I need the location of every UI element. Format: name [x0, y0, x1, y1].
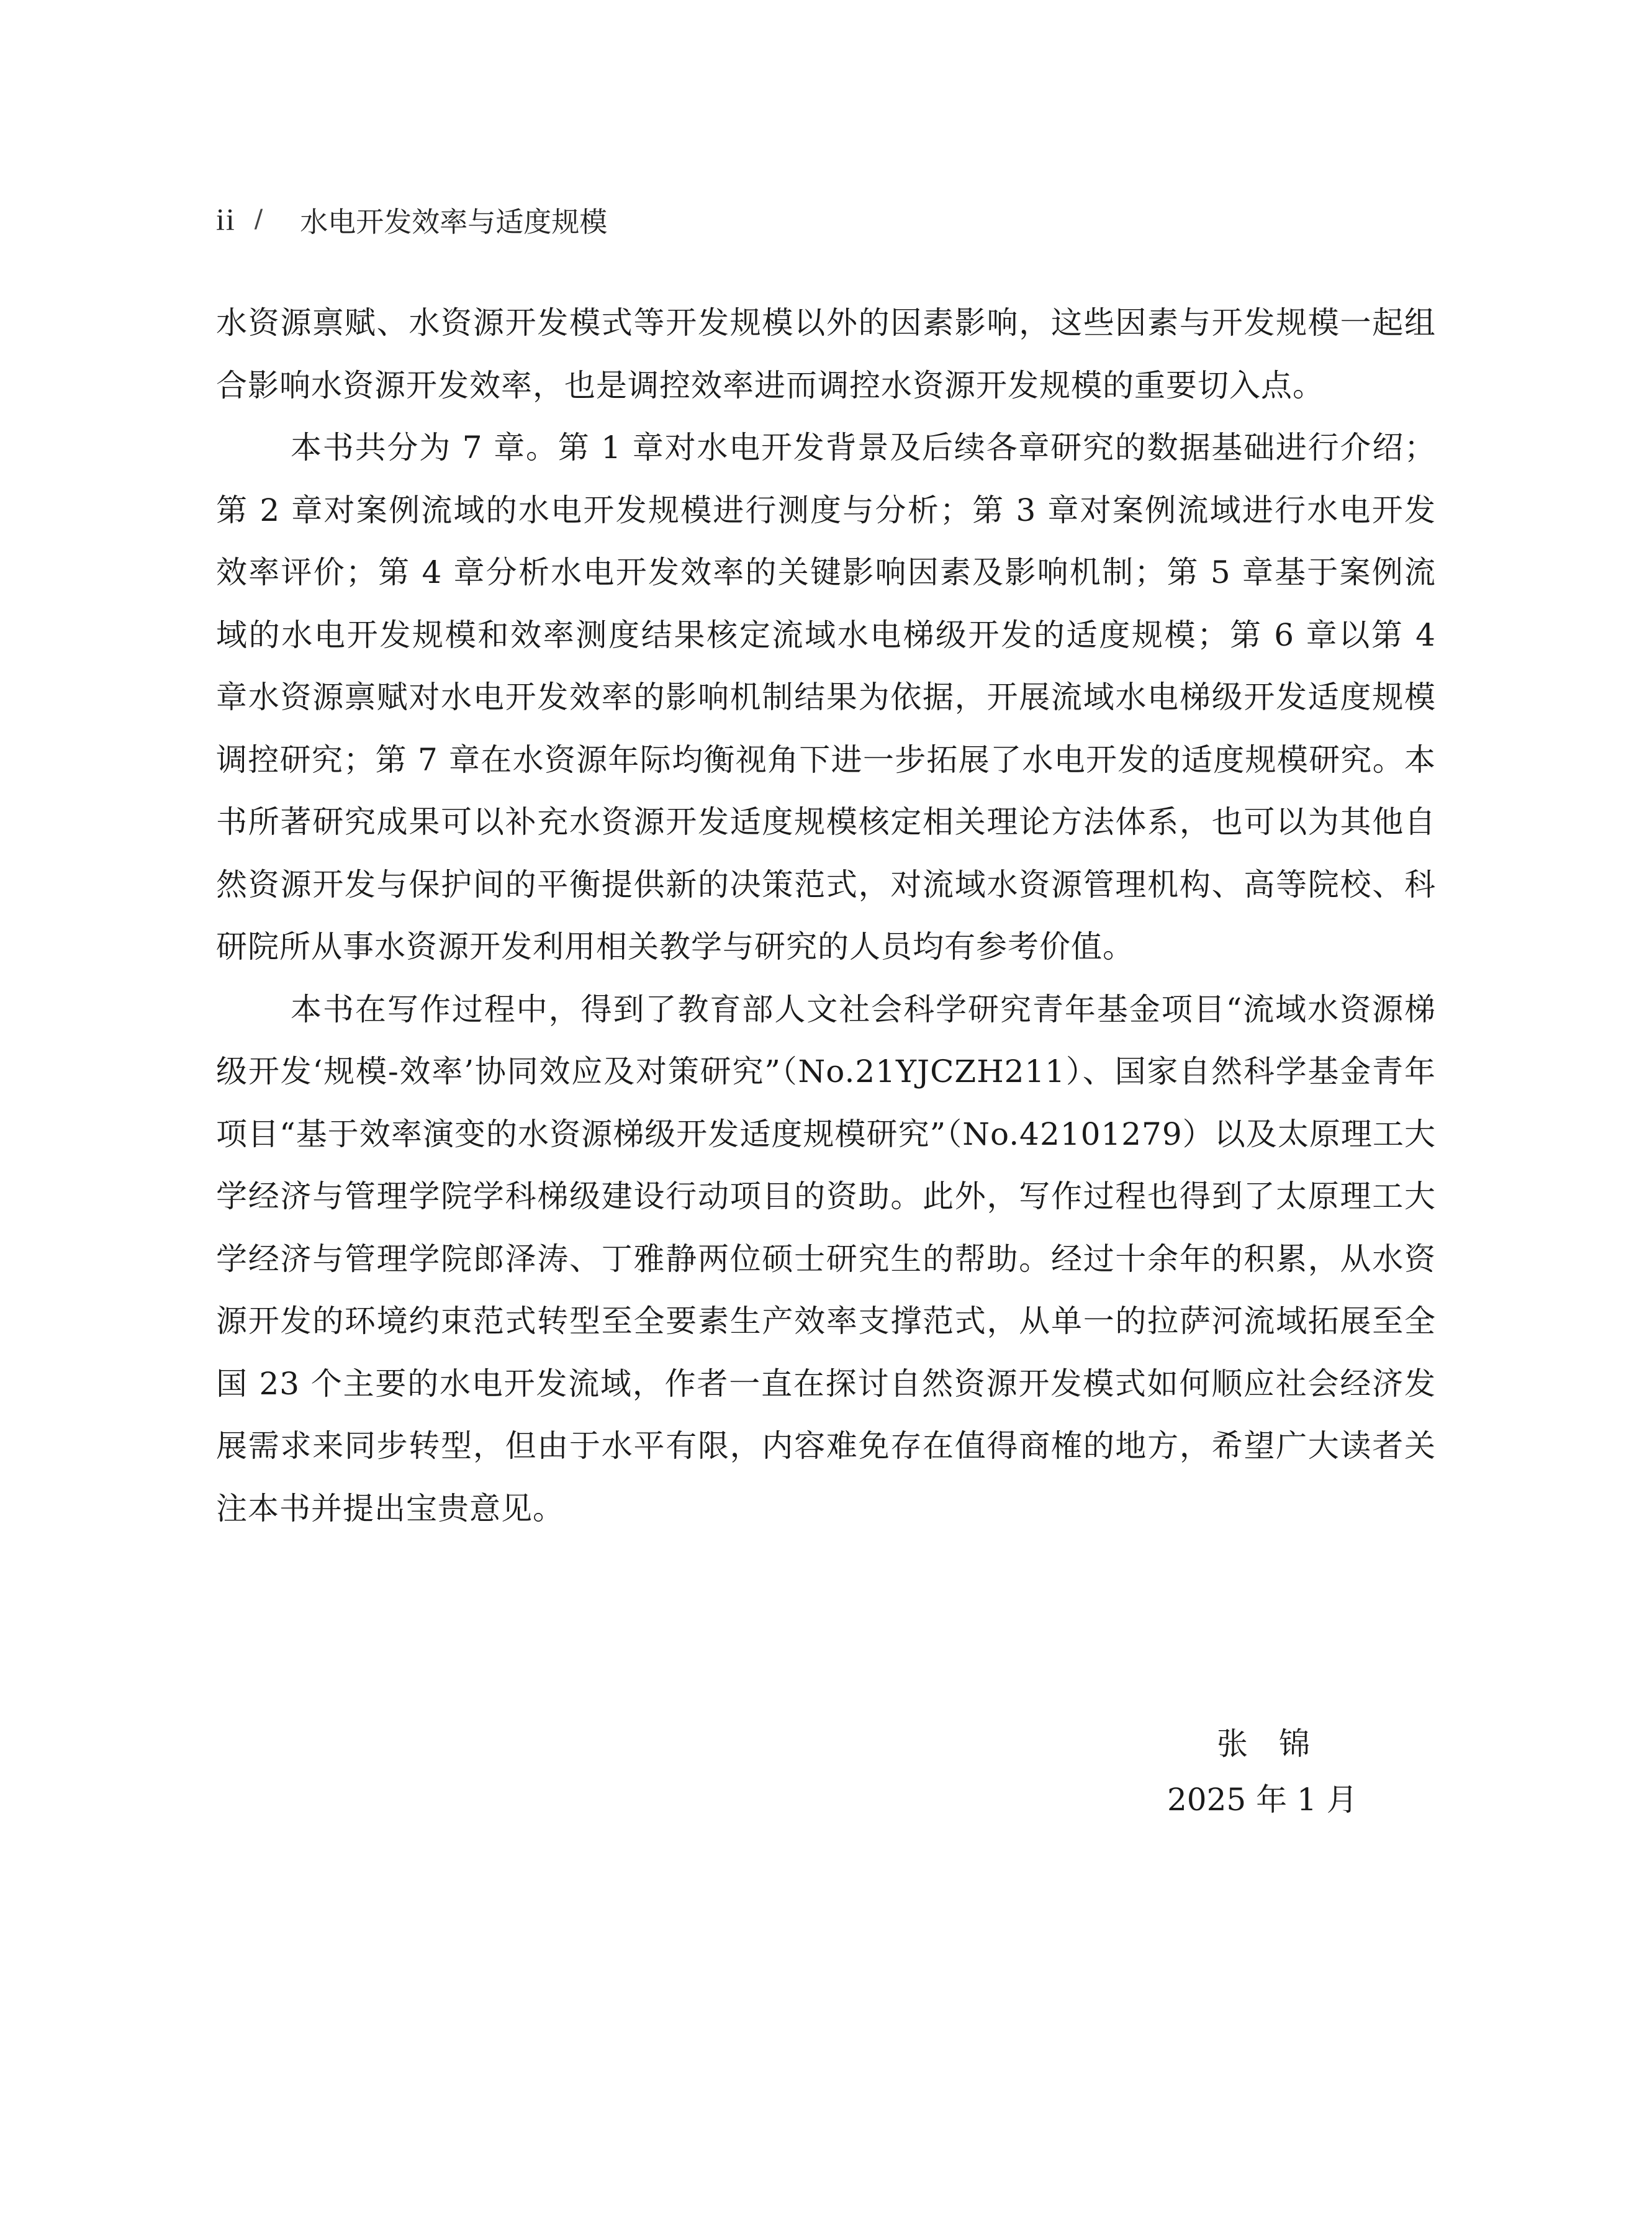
paragraph-continued: 水资源禀赋、水资源开发模式等开发规模以外的因素影响，这些因素与开发规模一起组合影响水资源开发效率，也是调控效率进而调控水资源开发规模的重要切入点。	[216, 305, 1436, 404]
paragraph-chapter-overview: 本书共分为 7 章。第 1 章对水电开发背景及后续各章研究的数据基础进行介绍；第 2 章对案例流域的水电开发规模进行测度与分析；第 3 章对案例流域进行水电开发效率评价；第 4 章分析水电开发效率的关键影响因素及影响机制；第 5 章基于案例流域的水电开发规模和效率测度结果核定流域水电梯级开发的适度规模；第 6 章以第 4 章水资源禀赋对水电开发效率的影响机制结果为依据，开展流域水电梯级开发适度规模调控研究；第 7 章在水资源年际均衡视角下进一步拓展了水电开发的适度规模研究。本书所著研究成果可以补充水资源开发适度规模核定相关理论方法体系，也可以为其他自然资源开发与保护间的平衡提供新的决策范式，对流域水资源管理机构、高等院校、科研院所从事水资源开发利用相关教学与研究的人员均有参考价值。	[216, 430, 1436, 965]
signature-date: 2025 年 1 月	[1167, 1782, 1358, 1818]
page-number: ii	[216, 202, 236, 237]
paragraph-acknowledgements: 本书在写作过程中，得到了教育部人文社会科学研究青年基金项目“流域水资源梯级开发‘规模-效率’协同效应及对策研究”（No.21YJCZH211）、国家自然科学基金青年项目“基于效率演变的水资源梯级开发适度规模研究”（No.42101279）以及太原理工大学经济与管理学院学科梯级建设行动项目的资助。此外，写作过程也得到了太原理工大学经济与管理学院郎泽涛、丁雅静两位硕士研究生的帮助。经过十余年的积累，从水资源开发的环境约束范式转型至全要素生产效率支撑范式，从单一的拉萨河流域拓展至全国 23 个主要的水电开发流域，作者一直在探讨自然资源开发模式如何顺应社会经济发展需求来同步转型，但由于水平有限，内容难免存在值得商榷的地方，希望广大读者关注本书并提出宝贵意见。	[216, 991, 1436, 1527]
running-header	[216, 197, 607, 241]
author-signature: 张锦	[1217, 1726, 1341, 1762]
body-text	[216, 292, 1436, 1540]
book-title: 水电开发效率与适度规模	[300, 205, 608, 238]
header-separator: /	[254, 205, 263, 233]
